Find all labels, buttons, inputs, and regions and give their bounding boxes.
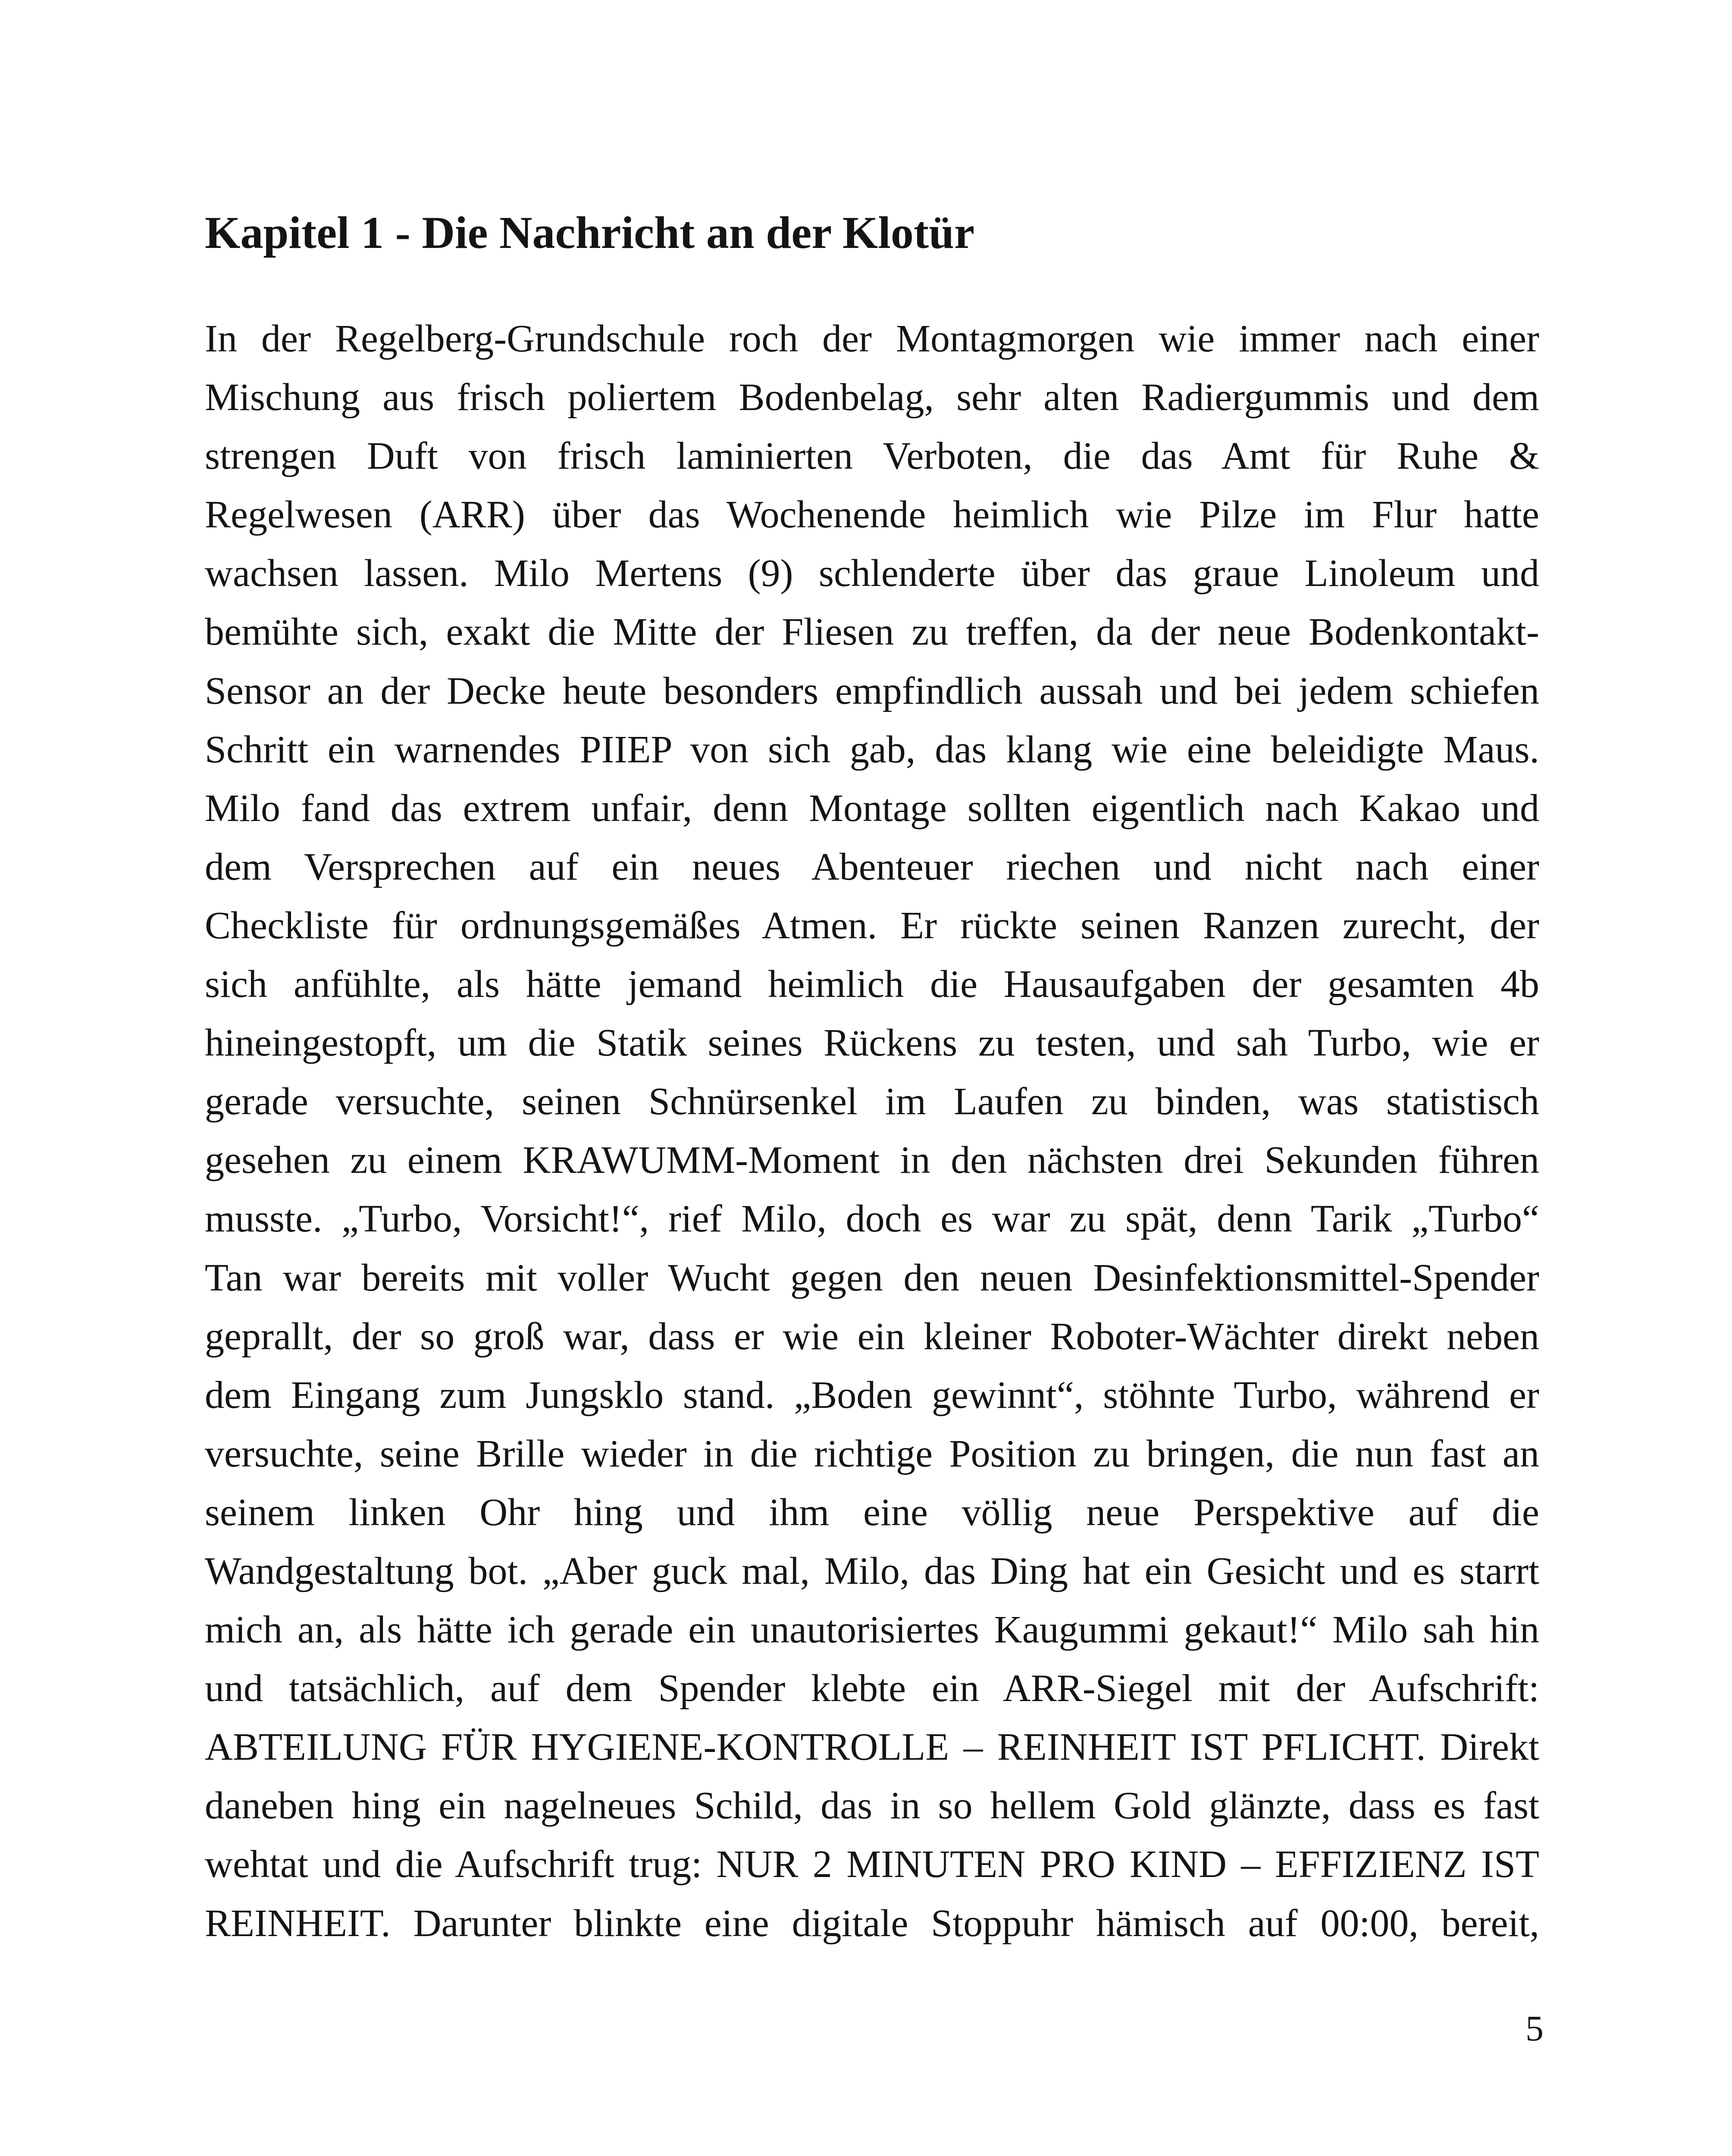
text-line: musste. „Turbo, Vorsicht!“, rief Milo, doch es war zu spät, denn Tarik „Turbo“ [205, 1197, 1539, 1241]
chapter-title: Kapitel 1 - Die Nachricht an der Klotür [205, 207, 975, 258]
text-line: strengen Duft von frisch laminierten Verboten, die das Amt für Ruhe & [205, 435, 1539, 478]
text-line: ABTEILUNG FÜR HYGIENE-KONTROLLE – REINHEIT IST PFLICHT. Direkt [205, 1726, 1539, 1769]
text-line: dem Versprechen auf ein neues Abenteuer riechen und nicht nach einer [205, 845, 1539, 888]
text-line: daneben hing ein nagelneues Schild, das in so hellem Gold glänzte, dass es fast [205, 1784, 1539, 1827]
text-line: Milo fand das extrem unfair, denn Montage sollten eigentlich nach Kakao und [205, 787, 1539, 830]
text-line: Mischung aus frisch poliertem Bodenbelag, sehr alten Radiergummis und dem [205, 376, 1539, 419]
text-line: bemühte sich, exakt die Mitte der Fliesen zu treffen, da der neue Bodenkontakt- [205, 611, 1539, 654]
text-line: Schritt ein warnendes PIIEP von sich gab, das klang wie eine beleidigte Maus. [205, 728, 1539, 771]
text-line: dem Eingang zum Jungsklo stand. „Boden gewinnt“, stöhnte Turbo, während er [205, 1373, 1539, 1416]
text-line: Wandgestaltung bot. „Aber guck mal, Milo, das Ding hat ein Gesicht und es starrt [205, 1549, 1539, 1592]
text-line: In der Regelberg-Grundschule roch der Montagmorgen wie immer nach einer [205, 317, 1539, 360]
text-line: seinem linken Ohr hing und ihm eine völlig neue Perspektive auf die [205, 1491, 1539, 1534]
text-line: Regelwesen (ARR) über das Wochenende heimlich wie Pilze im Flur hatte [205, 493, 1539, 536]
text-line: sich anfühlte, als hätte jemand heimlich die Hausaufgaben der gesamten 4b [205, 963, 1539, 1006]
text-line: wachsen lassen. Milo Mertens (9) schlenderte über das graue Linoleum und [205, 552, 1539, 595]
text-line: gerade versuchte, seinen Schnürsenkel im Laufen zu binden, was statistisch [205, 1080, 1539, 1123]
chapter-body-text [205, 310, 1539, 1953]
text-line: wehtat und die Aufschrift trug: NUR 2 MINUTEN PRO KIND – EFFIZIENZ IST [205, 1843, 1539, 1886]
text-line: Checkliste für ordnungsgemäßes Atmen. Er rückte seinen Ranzen zurecht, der [205, 904, 1539, 947]
text-line: hineingestopft, um die Statik seines Rückens zu testen, und sah Turbo, wie er [205, 1022, 1539, 1065]
text-line: Sensor an der Decke heute besonders empfindlich aussah und bei jedem schiefen [205, 669, 1539, 712]
text-line: REINHEIT. Darunter blinkte eine digitale Stoppuhr hämisch auf 00:00, bereit, [205, 1902, 1539, 1945]
text-line: mich an, als hätte ich gerade ein unautorisiertes Kaugummi gekaut!“ Milo sah hin [205, 1608, 1539, 1651]
text-line: geprallt, der so groß war, dass er wie ein kleiner Roboter-Wächter direkt neben [205, 1315, 1539, 1358]
text-line: und tatsächlich, auf dem Spender klebte ein ARR-Siegel mit der Aufschrift: [205, 1667, 1539, 1710]
text-line: gesehen zu einem KRAWUMM-Moment in den nächsten drei Sekunden führen [205, 1139, 1539, 1182]
text-line: Tan war bereits mit voller Wucht gegen den neuen Desinfektionsmittel-Spender [205, 1256, 1539, 1299]
text-line: versuchte, seine Brille wieder in die richtige Position zu bringen, die nun fast an [205, 1432, 1539, 1475]
page-number: 5 [1525, 2009, 1544, 2049]
